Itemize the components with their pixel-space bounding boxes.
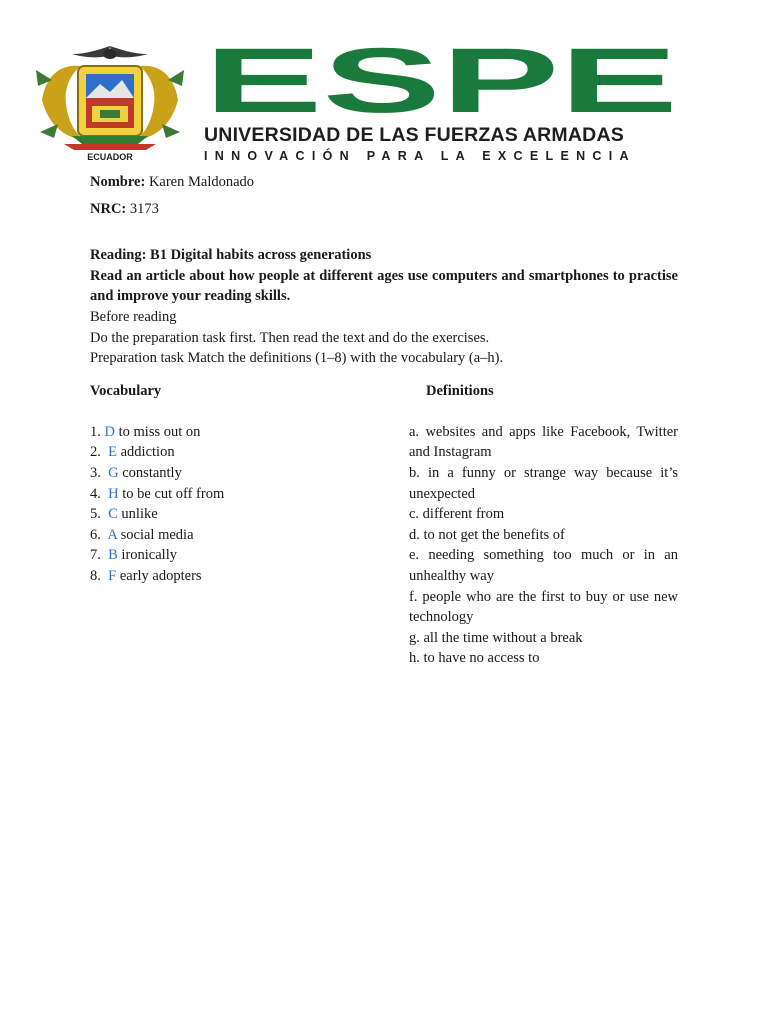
- answer-letter: D: [104, 423, 115, 440]
- answer-letter: G: [108, 464, 119, 481]
- definition-item: c. different from: [409, 506, 505, 523]
- reading-instructions: Read an article about how people at different ages use computers and smartphones to practise and improve your reading skills.: [90, 267, 678, 305]
- vocabulary-term: early adopters: [116, 567, 202, 584]
- vocabulary-item: [90, 463, 390, 484]
- definition-item: f. people who are the first to buy or use new technology: [409, 588, 678, 626]
- tagline: INNOVACIÓN PARA LA EXCELENCIA: [204, 149, 636, 163]
- item-number: 2.: [90, 444, 109, 461]
- item-number: 4.: [90, 485, 109, 502]
- item-number: 3.: [90, 464, 109, 481]
- definitions-list: [409, 422, 678, 669]
- answer-letter: E: [108, 444, 117, 461]
- answer-letter: A: [107, 526, 117, 543]
- item-number: 8.: [90, 567, 109, 584]
- definitions-heading: Definitions: [426, 382, 494, 399]
- definition-item: a. websites and apps like Facebook, Twitter and Instagram: [409, 423, 678, 461]
- definition-item: d. to not get the benefits of: [409, 526, 565, 543]
- item-number: 6.: [90, 526, 108, 543]
- vocabulary-item: [90, 484, 390, 505]
- nrc-label: NRC:: [90, 200, 127, 217]
- vocabulary-item: [90, 525, 390, 546]
- definition-item: h. to have no access to: [409, 650, 540, 667]
- vocabulary-heading: Vocabulary: [90, 382, 162, 399]
- vocabulary-term: constantly: [118, 464, 182, 481]
- student-name-line: [90, 172, 678, 193]
- answer-letter: H: [108, 485, 119, 502]
- vocabulary-term: to be cut off from: [118, 485, 225, 502]
- vocabulary-item: [90, 545, 390, 566]
- vocabulary-term: addiction: [116, 444, 175, 461]
- definition-item: e. needing something too much or in an unhealthy way: [409, 547, 678, 584]
- vocabulary-item: [90, 566, 390, 587]
- item-number: 1.: [90, 423, 105, 440]
- vocabulary-term: unlike: [117, 506, 158, 523]
- vocabulary-item: [90, 442, 390, 463]
- task-line: Do the preparation task first. Then read the text and do the exercises.: [90, 329, 490, 346]
- item-number: 7.: [90, 547, 109, 564]
- ecuador-coat-of-arms-logo: [28, 40, 192, 164]
- vocabulary-list: [90, 422, 390, 587]
- espe-wordmark: [204, 46, 678, 116]
- brand-block: [204, 46, 678, 163]
- vocabulary-term: social media: [117, 526, 194, 543]
- preparation-line: Preparation task Match the definitions (1–8) with the vocabulary (a–h).: [90, 350, 504, 367]
- vocabulary-term: ironically: [117, 547, 177, 564]
- name-value: Karen Maldonado: [148, 174, 255, 190]
- answer-letter: F: [108, 567, 117, 584]
- svg-text:ECUADOR: ECUADOR: [87, 152, 133, 162]
- item-number: 5.: [90, 506, 109, 523]
- vocabulary-item: [90, 422, 390, 443]
- vocabulary-term: to miss out on: [114, 423, 201, 440]
- name-label: Nombre:: [90, 174, 146, 190]
- definition-item: b. in a funny or strange way because it’s unexpected: [409, 464, 678, 502]
- header: [0, 0, 768, 170]
- nrc-line: [90, 199, 678, 220]
- document-body: [90, 172, 678, 667]
- university-name: UNIVERSIDAD DE LAS FUERZAS ARMADAS: [204, 124, 624, 146]
- definition-item: g. all the time without a break: [409, 629, 583, 646]
- nrc-value: 3173: [129, 200, 159, 217]
- before-reading: Before reading: [90, 308, 177, 325]
- answer-letter: B: [108, 547, 118, 564]
- vocabulary-item: [90, 504, 390, 525]
- answer-letter: C: [108, 506, 118, 523]
- reading-title: Reading: B1 Digital habits across generations: [90, 247, 372, 264]
- svg-text:ESPE: ESPE: [204, 46, 678, 116]
